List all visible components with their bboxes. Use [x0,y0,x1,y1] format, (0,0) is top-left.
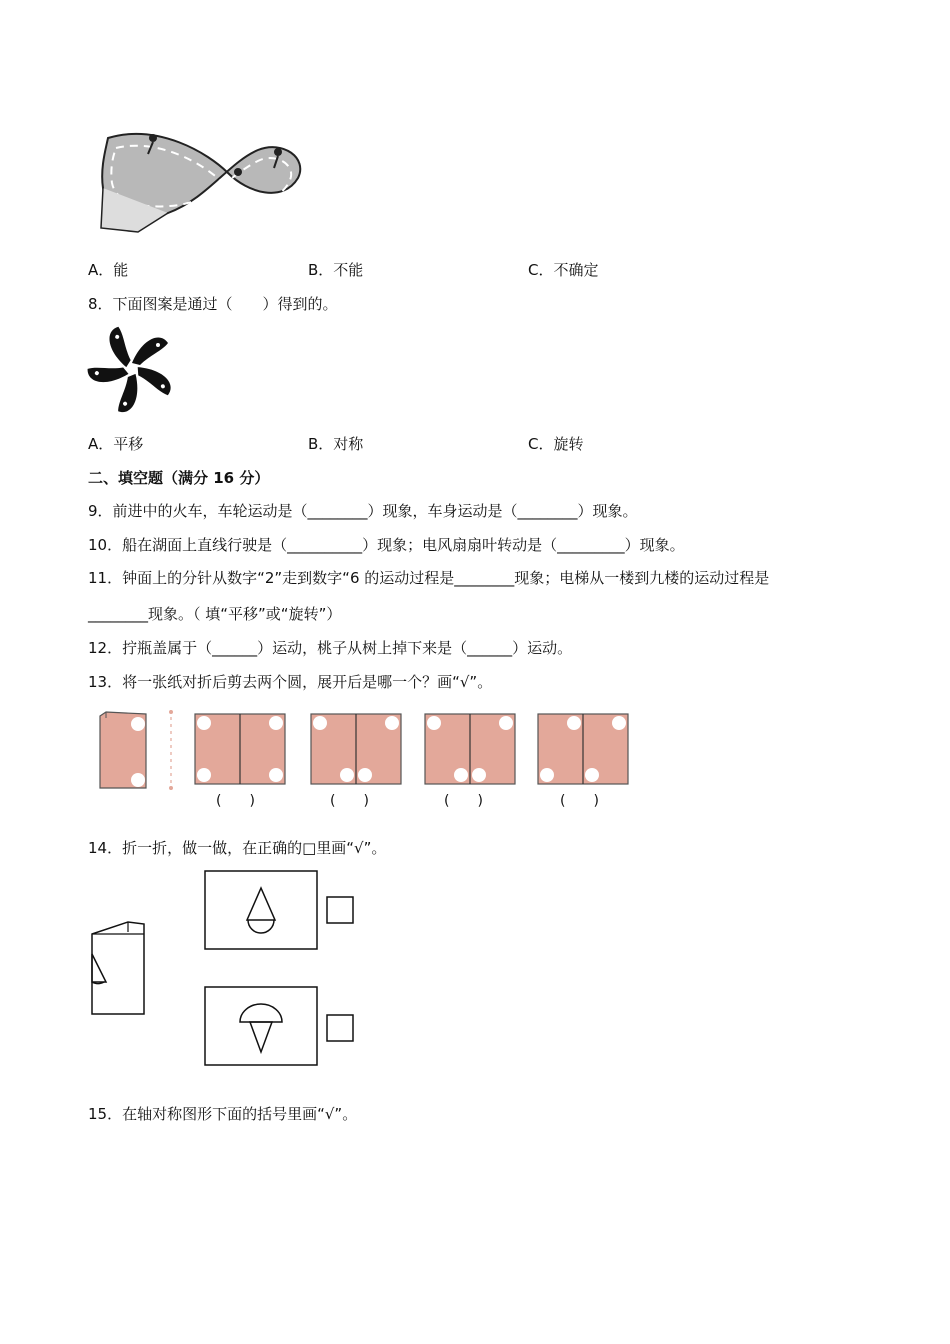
unfolded-option-2[interactable] [311,714,401,786]
q12-question: 12．拧瓶盖属于（______）运动，桃子从树上掉下来是（______）运动。 [88,639,573,657]
unfolded-option-4[interactable] [538,714,628,786]
answer-paren-4[interactable]: ( ) [560,793,599,809]
folded-card-figure [88,920,150,1018]
folded-paper-figure [96,710,180,796]
unfolded-option-1[interactable] [195,714,285,786]
unfolded-option-3[interactable] [425,714,515,786]
q7-option-b[interactable]: B．不能 [308,261,364,279]
q8-option-a[interactable]: A．平移 [88,435,144,453]
checkbox-1[interactable] [326,896,354,924]
mobius-track-figure [98,128,308,240]
q14-question: 14．折一折，做一做，在正确的□里画“√”。 [88,839,387,857]
q8-option-c[interactable]: C．旋转 [528,435,584,453]
answer-paren-3[interactable]: ( ) [444,793,483,809]
choice-card-2 [204,986,318,1066]
q15-question: 15．在轴对称图形下面的括号里画“√”。 [88,1105,358,1123]
q13-question: 13．将一张纸对折后剪去两个圆，展开后是哪一个？画“√”。 [88,673,493,691]
answer-paren-1[interactable]: ( ) [216,793,255,809]
q7-option-c[interactable]: C．不确定 [528,261,599,279]
q8-question: 8．下面图案是通过（ ）得到的。 [88,295,338,313]
q9-question: 9．前进中的火车，车轮运动是（________）现象，车身运动是（________）现象。 [88,502,638,520]
choice-card-1 [204,870,318,950]
answer-paren-2[interactable]: ( ) [330,793,369,809]
q11-question-line2: ________现象。（ 填“平移”或“旋转”） [88,605,342,623]
q10-question: 10．船在湖面上直线行驶是（__________）现象；电风扇扇叶转动是（_________）现象。 [88,536,685,554]
q8-option-b[interactable]: B．对称 [308,435,364,453]
section-title: 二、填空题（满分 16 分） [88,469,270,487]
q7-option-a[interactable]: A．能 [88,261,129,279]
q11-question-line1: 11．钟面上的分针从数字“2”走到数字“6 的运动过程是________现象；电梯从一楼到九楼的运动过程是 [88,569,770,587]
checkbox-2[interactable] [326,1014,354,1042]
rotation-pattern-figure [86,326,178,412]
